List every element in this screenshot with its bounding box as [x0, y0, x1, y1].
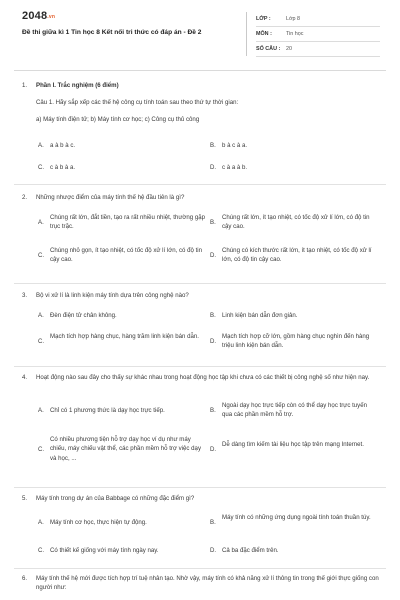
option-letter: A.	[38, 519, 44, 526]
logo-text: 2048	[22, 10, 48, 22]
question-text: Hoạt động nào sau đây cho thấy sự khác nhau trong hoạt động học tập khi chưa có các thiết bị công nghệ số như hiện nay.	[36, 374, 370, 381]
question-separator	[14, 283, 386, 284]
option-letter: C.	[38, 338, 45, 345]
option-letter: D.	[210, 252, 217, 259]
option-text: Chúng nhỏ gọn, ít tạo nhiệt, có tốc độ xử lí lớn, có độ tin cậy cao.	[50, 247, 203, 264]
option-text: Chỉ có 1 phương thức là dạy học trực tiếp.	[50, 407, 165, 414]
option-letter: A.	[38, 312, 44, 319]
option-text: Dễ dàng tìm kiếm tài liệu học tập trên mạng Internet.	[222, 441, 364, 448]
question-text: Bộ vi xử lí là linh kiện máy tính dựa trên công nghệ nào?	[36, 292, 189, 299]
meta-count-value: 20	[286, 46, 292, 52]
logo-suffix: .vn	[47, 14, 56, 20]
option-letter: A.	[38, 142, 44, 149]
option-text: Máy tính có những ứng dụng ngoài tính toán thuần túy.	[222, 514, 371, 521]
question-number: 4.	[22, 374, 28, 381]
question-number: 6.	[22, 575, 28, 582]
document-title: Đề thi giữa kì 1 Tin học 8 Kết nối tri thức có đáp án - Đề 2	[22, 29, 202, 36]
question-1	[14, 81, 386, 181]
meta-count-row	[256, 42, 380, 57]
option-letter: C.	[38, 252, 45, 259]
option-text: Cả ba đặc điểm trên.	[222, 547, 279, 554]
section-heading: Phần I. Trắc nghiệm (6 điểm)	[36, 82, 119, 89]
meta-class-row	[256, 12, 380, 27]
option-letter: D.	[210, 547, 217, 554]
option-letter: C.	[38, 547, 45, 554]
option-letter: A.	[38, 407, 44, 414]
option-text: Chúng rất lớn, ít tạo nhiệt, có tốc độ xử lí lớn, có độ tin cậy cao.	[222, 214, 370, 231]
option-text: c à b à a.	[50, 164, 76, 171]
meta-count-label: SỐ CÂU :	[256, 46, 281, 52]
option-letter: C.	[38, 446, 45, 453]
document-header	[0, 0, 400, 62]
question-subtext: a) Máy tính điện tử; b) Máy tính cơ học; c) Công cụ thủ công	[36, 116, 200, 123]
option-letter: B.	[210, 219, 216, 226]
question-3	[14, 291, 386, 361]
option-text: a à b à c.	[50, 142, 76, 149]
question-number: 5.	[22, 495, 28, 502]
question-separator	[14, 568, 386, 569]
meta-class-label: LỚP :	[256, 16, 271, 22]
option-text: Ngoài dạy học trực tiếp còn có thể dạy học trực tuyến qua các phần mềm hỗ trợ.	[222, 402, 368, 419]
option-text: Mạch tích hợp cỡ lớn, gồm hàng chục nghìn đến hàng triệu linh kiện bán dẫn.	[222, 333, 370, 350]
option-text: Đèn điện tử chân không.	[50, 312, 117, 319]
question-text: Những nhược điểm của máy tính thế hệ đầu tiên là gì?	[36, 194, 185, 201]
option-letter: D.	[210, 338, 217, 345]
question-number: 3.	[22, 292, 28, 299]
option-letter: D.	[210, 446, 217, 453]
site-logo[interactable]	[22, 10, 55, 22]
option-letter: B.	[210, 312, 216, 319]
option-letter: B.	[210, 519, 216, 526]
option-letter: B.	[210, 407, 216, 414]
question-number: 1.	[22, 82, 28, 89]
option-text: Linh kiện bán dẫn đơn giản.	[222, 312, 298, 319]
option-letter: C.	[38, 164, 45, 171]
header-separator	[14, 70, 386, 71]
header-divider	[246, 12, 247, 56]
meta-subject-label: MÔN :	[256, 31, 272, 37]
question-text: Câu 1. Hãy sắp xếp các thế hệ công cụ tính toán sau theo thứ tự thời gian:	[36, 99, 239, 106]
question-separator	[14, 366, 386, 367]
question-number: 2.	[22, 194, 28, 201]
question-separator	[14, 184, 386, 185]
question-separator	[14, 487, 386, 488]
question-4	[14, 373, 386, 483]
option-text: b à c à a.	[222, 142, 248, 149]
question-2	[14, 193, 386, 278]
question-text: Máy tính thế hệ mới được tích hợp trí tuệ nhân tạo. Nhờ vậy, máy tính có khả năng xử lí thông tin trong thế giới thực giống con người như:	[36, 575, 379, 592]
question-5	[14, 494, 386, 566]
question-text: Máy tính trong dự án của Babbage có những đặc điểm gì?	[36, 495, 195, 502]
option-letter: A.	[38, 219, 44, 226]
meta-subject-row	[256, 27, 380, 42]
meta-subject-value: Tin học	[286, 31, 304, 37]
option-text: Có nhiều phương tiện hỗ trợ dạy học ví dụ như máy chiếu, máy chiếu vật thể, các phần mềm hỗ trợ việc dạy và học, ...	[50, 436, 201, 462]
meta-class-value: Lớp 8	[286, 16, 301, 22]
option-letter: B.	[210, 142, 216, 149]
option-text: Máy tính cơ học, thực hiện tự động.	[50, 519, 147, 526]
option-text: Chúng rất lớn, đắt tiền, tạo ra rất nhiều nhiệt, thường gặp trục trặc.	[50, 214, 206, 231]
question-6	[14, 574, 386, 598]
option-letter: D.	[210, 164, 217, 171]
option-text: Mạch tích hợp hàng chục, hàng trăm linh kiện bán dẫn.	[50, 333, 199, 340]
option-text: Chúng có kích thước rất lớn, ít tạo nhiệt, có tốc độ xử lí lớn, có độ tin cậy cao.	[222, 247, 372, 264]
option-text: c à a à b.	[222, 164, 248, 171]
option-text: Có thiết kế giống với máy tính ngày nay.	[50, 547, 159, 554]
